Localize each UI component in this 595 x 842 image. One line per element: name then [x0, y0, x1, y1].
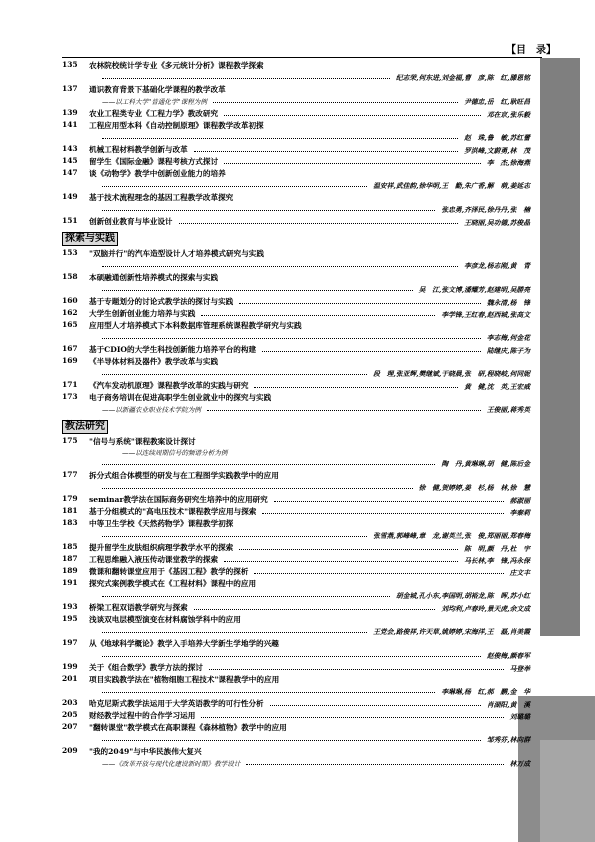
toc-title: 浅谈双电层模型演变在材料腐蚀学科中的应用 [89, 615, 241, 624]
toc-leader-dots [102, 740, 481, 741]
toc-authors: 李志梅,何金花 [486, 334, 530, 342]
toc-entry[interactable] [62, 120, 538, 144]
toc-title: 项目实践教学法在"植物细胞工程技术"课程教学中的应用 [89, 675, 280, 684]
toc-title: 中等卫生学校《天然药物学》课程教学初探 [89, 519, 234, 528]
corner-block-light [540, 740, 595, 842]
toc-page-number: 199 [62, 662, 78, 671]
toc-entry[interactable] [62, 506, 538, 518]
toc-title: 哈克尼斯式教学法运用于大学英语教学的可行性分析 [89, 699, 264, 708]
toc-page-number: 173 [62, 392, 78, 401]
section-heading-label: 探索与实践 [62, 232, 118, 246]
toc-authors: 陆继庆,陈子为 [486, 347, 530, 355]
toc-title: "翻转课堂"教学模式在高职课程《森林植物》教学中的应用 [89, 723, 287, 732]
toc-page-number: 151 [62, 216, 78, 225]
toc-authors: 陈 明,颜 丹,杜 宇 [464, 545, 530, 553]
toc-leader-dots [102, 186, 367, 187]
toc-entry[interactable] [62, 144, 538, 156]
toc-page-number: 179 [62, 494, 78, 503]
table-of-contents [62, 60, 538, 770]
toc-leader-dots [102, 338, 481, 339]
toc-leader-dots [102, 464, 435, 465]
toc-title: 本硕融通创新性培养模式的探索与实践 [89, 273, 219, 282]
toc-entry[interactable] [62, 356, 538, 380]
toc-entry[interactable] [62, 578, 538, 602]
toc-page-number: 181 [62, 506, 78, 515]
toc-entry[interactable] [62, 614, 538, 638]
toc-entry[interactable] [62, 470, 538, 494]
toc-entry[interactable] [62, 722, 538, 746]
toc-subtitle: ——《改革开放与现代化建设新时期》教学设计 [102, 760, 241, 768]
toc-leader-dots [254, 573, 504, 574]
toc-leader-dots [102, 656, 481, 657]
toc-title: 基于专题划分的讨论式教学法的探讨与实践 [89, 297, 234, 306]
toc-page-number: 209 [62, 746, 78, 755]
toc-authors: 庄文丰 [509, 569, 530, 577]
toc-page-number: 167 [62, 344, 78, 353]
toc-leader-dots [102, 290, 413, 291]
toc-entry[interactable] [62, 320, 538, 344]
toc-leader-dots [254, 387, 458, 388]
page-header-label: 【目 录】 [506, 45, 556, 56]
toc-page-number: 177 [62, 470, 78, 479]
toc-authors: 马长林,李 锋,冯永保 [464, 557, 530, 565]
toc-title: 桥梁工程双语教学研究与探索 [89, 603, 188, 612]
toc-authors: 王党会,路俊祥,许天草,姚婷婷,宋海洋,王 磊,肖美霞 [373, 628, 530, 636]
toc-entry[interactable] [62, 216, 538, 228]
toc-entry[interactable] [62, 272, 538, 296]
toc-page-number: 203 [62, 698, 78, 707]
toc-title: 基于技术流程理念的基因工程教学改革探究 [89, 193, 234, 202]
toc-subtitle: ——以新疆农业职业技术学院为例 [102, 406, 201, 414]
toc-leader-dots [224, 115, 481, 116]
toc-entry[interactable] [62, 710, 538, 722]
toc-authors: 赵 珠,鲁 敏,苏红蕾 [464, 134, 530, 142]
toc-title: 从《地球科学概论》教学入手培养大学新生学地学的兴趣 [89, 639, 279, 648]
chapter-tab-bar [540, 58, 580, 636]
toc-authors: 罗洪峰,文蔚勇,林 茂 [464, 147, 530, 155]
toc-subtitle: ——以工科大学"普通化学"课程为例 [102, 98, 207, 106]
toc-leader-dots [102, 266, 458, 267]
toc-leader-dots [207, 410, 481, 411]
toc-leader-dots [179, 223, 458, 224]
toc-entry[interactable] [62, 84, 538, 108]
section-heading [62, 228, 538, 248]
toc-entry[interactable] [62, 248, 538, 272]
toc-entry[interactable] [62, 108, 538, 120]
toc-leader-dots [102, 488, 413, 489]
toc-title: 微课和翻转课堂应用于《基因工程》教学的探析 [89, 567, 249, 576]
toc-entry[interactable] [62, 60, 538, 84]
toc-title: 财经教学过程中的合作学习运用 [89, 711, 196, 720]
toc-title: 创新创业教育与毕业设计 [89, 217, 173, 226]
section-heading-label: 教法研究 [62, 420, 108, 434]
toc-title: 农林院校统计学专业《多元统计分析》课程教学探索 [89, 61, 264, 70]
toc-entry[interactable] [62, 436, 538, 470]
toc-authors: 马登举 [509, 665, 530, 673]
toc-title: 大学生创新创业能力培养与实践 [89, 309, 196, 318]
toc-entry[interactable] [62, 156, 538, 168]
toc-title: "信号与系统"课程教案设计探讨 [89, 437, 196, 446]
toc-page-number: 189 [62, 566, 78, 575]
toc-leader-dots [194, 609, 435, 610]
toc-leader-dots [270, 705, 481, 706]
toc-authors: 刘璐璐 [509, 713, 530, 721]
toc-title: 工程应用型本科《自动控制原理》课程教学改革初探 [89, 121, 264, 130]
toc-page-number: 171 [62, 380, 78, 389]
toc-leader-dots [224, 163, 481, 164]
toc-authors: 肖湖阳,黄 溪 [486, 701, 530, 709]
toc-authors: 段 理,张亚辉,樊继斌,于晓晨,张 研,程晓岐,何同妮 [373, 370, 530, 378]
header-rule [62, 57, 542, 58]
toc-page-number: 183 [62, 518, 78, 527]
toc-authors: 李琳琳,杨 红,郝 鹏,金 华 [441, 688, 530, 696]
toc-entry[interactable] [62, 554, 538, 566]
toc-authors: 李 杰,徐海燕 [486, 159, 530, 167]
toc-title: 应用型人才培养模式下本科数据库管理系统课程教学研究与实践 [89, 321, 302, 330]
toc-leader-dots [224, 561, 458, 562]
toc-authors: 郝淑丽 [509, 497, 530, 505]
toc-leader-dots [102, 632, 367, 633]
toc-title: "我的2049"与中华民族伟大复兴 [89, 747, 202, 756]
toc-page-number: 147 [62, 168, 78, 177]
toc-leader-dots [102, 78, 390, 79]
toc-entry[interactable] [62, 296, 538, 308]
toc-entry[interactable] [62, 518, 538, 542]
toc-authors: 尹德忠,岳 红,耿旺昌 [464, 98, 530, 106]
toc-page-number: 191 [62, 578, 78, 587]
toc-entry[interactable] [62, 638, 538, 662]
toc-page-number: 162 [62, 308, 78, 317]
toc-title: 电子商务培训在促进高职学生创业就业中的探究与实践 [89, 393, 272, 402]
toc-leader-dots [262, 513, 504, 514]
toc-title: 《半导体材料及器件》教学改革与实践 [89, 357, 219, 366]
toc-authors: 李彦龙,杨志刚,黄 青 [464, 262, 530, 270]
toc-entry[interactable] [62, 192, 538, 216]
toc-leader-dots [246, 764, 504, 765]
toc-authors: 王俊丽,蒋秀英 [486, 406, 530, 414]
toc-title: 谈《动物学》教学中创新创业能力的培养 [89, 169, 226, 178]
toc-title: 工程思维融入液压传动课堂教学的探索 [89, 555, 219, 564]
toc-page-number: 145 [62, 156, 78, 165]
toc-title: "双脑并行"的汽车造型设计人才培养模式研究与实践 [89, 249, 264, 258]
toc-authors: 张忠勇,齐泽民,徐丹丹,张 楠 [441, 206, 530, 214]
toc-subtitle: ——以连续周期信号的频谱分析为例 [122, 449, 228, 457]
toc-leader-dots [201, 315, 435, 316]
toc-entry[interactable] [62, 392, 538, 416]
toc-authors: 徐 健,贺婷婷,姜 杉,杨 林,徐 慧 [418, 484, 530, 492]
toc-page-number: 139 [62, 108, 78, 117]
toc-title: 探究式案例教学模式在《工程材料》课程中的应用 [89, 579, 257, 588]
toc-authors: 温安祥,武佳韵,徐华明,王 勤,朱广香,解 萌,姜延志 [373, 182, 530, 190]
toc-leader-dots [209, 669, 504, 670]
toc-page-number: 143 [62, 144, 78, 153]
toc-page-number: 149 [62, 192, 78, 201]
toc-leader-dots [201, 717, 504, 718]
toc-leader-dots [102, 138, 458, 139]
toc-title: 基于分组模式的"高电压技术"课程教学应用与探索 [89, 507, 257, 516]
toc-leader-dots [102, 210, 435, 211]
toc-entry[interactable] [62, 308, 538, 320]
toc-page-number: 175 [62, 436, 78, 445]
toc-leader-dots [102, 596, 390, 597]
toc-authors: 林万成 [509, 760, 530, 768]
toc-page-number: 158 [62, 272, 78, 281]
toc-title: 留学生《国际金融》课程考核方式探讨 [89, 157, 219, 166]
toc-leader-dots [274, 501, 504, 502]
toc-title: 提升留学生皮肤组织病理学教学水平的探索 [89, 543, 234, 552]
toc-title: 拆分式组合体模型的研发与在工程图学实践教学中的应用 [89, 471, 279, 480]
toc-page-number: 197 [62, 638, 78, 647]
toc-page-number: 205 [62, 710, 78, 719]
toc-authors: 魏永清,杨 锋 [486, 299, 530, 307]
toc-page-number: 187 [62, 554, 78, 563]
toc-leader-dots [102, 374, 367, 375]
toc-authors: 邓在京,张乐毅 [486, 111, 530, 119]
toc-entry[interactable] [62, 344, 538, 356]
toc-page-number: 195 [62, 614, 78, 623]
toc-title: 关于《组合数学》教学方法的探讨 [89, 663, 203, 672]
toc-entry[interactable] [62, 602, 538, 614]
toc-entry[interactable] [62, 542, 538, 554]
toc-title: 机械工程材料教学创新与改革 [89, 145, 188, 154]
toc-entry[interactable] [62, 566, 538, 578]
toc-authors: 刘均利,卢春玲,景天虎,余文成 [441, 605, 530, 613]
toc-page-number: 169 [62, 356, 78, 365]
toc-authors: 张雪燕,郭峰峰,章 龙,谢英兰,张 俊,郑丽丽,郑春梅 [373, 532, 530, 540]
toc-entry[interactable] [62, 698, 538, 710]
toc-leader-dots [262, 351, 481, 352]
toc-title: 农业工程类专业《工程力学》教改研究 [89, 109, 219, 118]
toc-page-number: 193 [62, 602, 78, 611]
toc-page-number: 141 [62, 120, 78, 129]
toc-entry[interactable] [62, 662, 538, 674]
toc-authors: 胡金城,孔小东,李国明,胡裕龙,陈 晖,苏小红 [395, 592, 530, 600]
toc-entry[interactable] [62, 380, 538, 392]
toc-leader-dots [102, 536, 367, 537]
toc-page-number: 165 [62, 320, 78, 329]
toc-authors: 李秦莉 [509, 509, 530, 517]
toc-authors: 吴 江,张文博,潘耀芳,赵建明,吴勝亮 [418, 286, 530, 294]
toc-leader-dots [102, 692, 435, 693]
toc-page-number: 137 [62, 84, 78, 93]
toc-entry[interactable] [62, 168, 538, 192]
toc-leader-dots [194, 151, 458, 152]
section-heading [62, 416, 538, 436]
toc-page-number: 185 [62, 542, 78, 551]
toc-leader-dots [239, 303, 481, 304]
toc-authors: 邹秀芬,林向群 [486, 736, 530, 744]
toc-title: 基于CDIO的大学生科技创新能力培养平台的构建 [89, 345, 257, 354]
toc-entry[interactable] [62, 746, 538, 770]
toc-page-number: 201 [62, 674, 78, 683]
toc-authors: 黄 健,沈 英,王宏威 [464, 383, 530, 391]
toc-page-number: 207 [62, 722, 78, 731]
toc-page-number: 135 [62, 60, 78, 69]
toc-page-number: 160 [62, 296, 78, 305]
toc-authors: 纪志荣,何东进,刘金福,曹 彦,陈 红,滕恩铭 [395, 74, 530, 82]
toc-title: 通识教育背景下基础化学课程的教学改革 [89, 85, 226, 94]
toc-entry[interactable] [62, 674, 538, 698]
toc-page-number: 153 [62, 248, 78, 257]
toc-authors: 王晓丽,吴功德,苏俊晶 [464, 219, 530, 227]
toc-authors: 李学锋,王红春,赵西城,张高文 [441, 311, 530, 319]
toc-leader-dots [213, 102, 458, 103]
toc-authors: 赵俊梅,颜春军 [486, 652, 530, 660]
toc-title: seminar教学法在国际商务研究生培养中的应用研究 [89, 495, 268, 504]
toc-title: 《汽车发动机原理》课程教学改革的实践与研究 [89, 381, 249, 390]
toc-entry[interactable] [62, 494, 538, 506]
toc-leader-dots [239, 549, 458, 550]
toc-authors: 陶 丹,黄琳琳,胡 健,陈后金 [441, 460, 530, 468]
